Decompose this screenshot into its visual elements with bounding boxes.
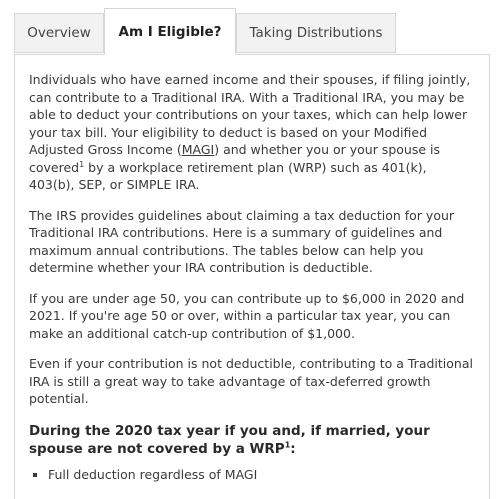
tab-overview[interactable] <box>14 13 104 53</box>
intro-text-end: by a workplace retirement plan (WRP) such as 401(k), 403(b), SEP, or SIMPLE IRA. <box>29 159 427 192</box>
list-item: ▪ Full deduction regardless of MAGI <box>48 466 475 483</box>
tab-taking-distributions[interactable] <box>236 13 396 53</box>
guidelines-paragraph: The IRS provides guidelines about claiming a tax deduction for your Traditional IRA contributions. Here is a summary of guidelines and maximum annual contributions. The tables below can help you determine whether your IRA contribution is deductible. <box>29 207 455 275</box>
intro-paragraph <box>29 71 475 194</box>
tab-am-i-eligible-label: Am I Eligible? <box>118 23 222 40</box>
section-heading <box>29 422 475 458</box>
tab-bar <box>14 8 494 55</box>
tax-deferred-paragraph: Even if your contribution is not deductible, contributing to a Traditional IRA is still a great way to take advantage of tax-deferred growth potential. <box>29 356 473 406</box>
tab-am-i-eligible[interactable] <box>104 8 236 55</box>
tab-taking-distributions-label: Taking Distributions <box>249 25 383 41</box>
tab-panel <box>14 54 490 499</box>
heading-footnote-marker: 1 <box>284 440 291 449</box>
footnote-marker: 1 <box>79 159 85 169</box>
intro-text-cont: ) and whether you or your spouse is covered <box>29 142 440 175</box>
contribution-limits-paragraph: If you are under age 50, you can contribute up to $6,000 in 2020 and 2021. If you're age 50 or over, within a particular tax year, you can make an additional catch-up contribution of $1,000. <box>29 290 465 341</box>
section-heading-text: During the 2020 tax year if you and, if married, your spouse are not covered by a WRP <box>29 422 430 457</box>
intro-text: Individuals who have earned income and their spouses, if filing jointly, can contribute to a Traditional IRA. With a Traditional IRA, you may be able to deduct your contributions on your taxes, which can help lower your tax bill. Your eligibility to deduct is based on your Modified Adjusted Gross Income ( <box>29 72 471 157</box>
deduction-list <box>29 466 475 483</box>
magi-link[interactable]: MAGI <box>181 142 215 157</box>
tab-overview-label: Overview <box>27 25 91 41</box>
heading-colon: : <box>290 440 296 457</box>
